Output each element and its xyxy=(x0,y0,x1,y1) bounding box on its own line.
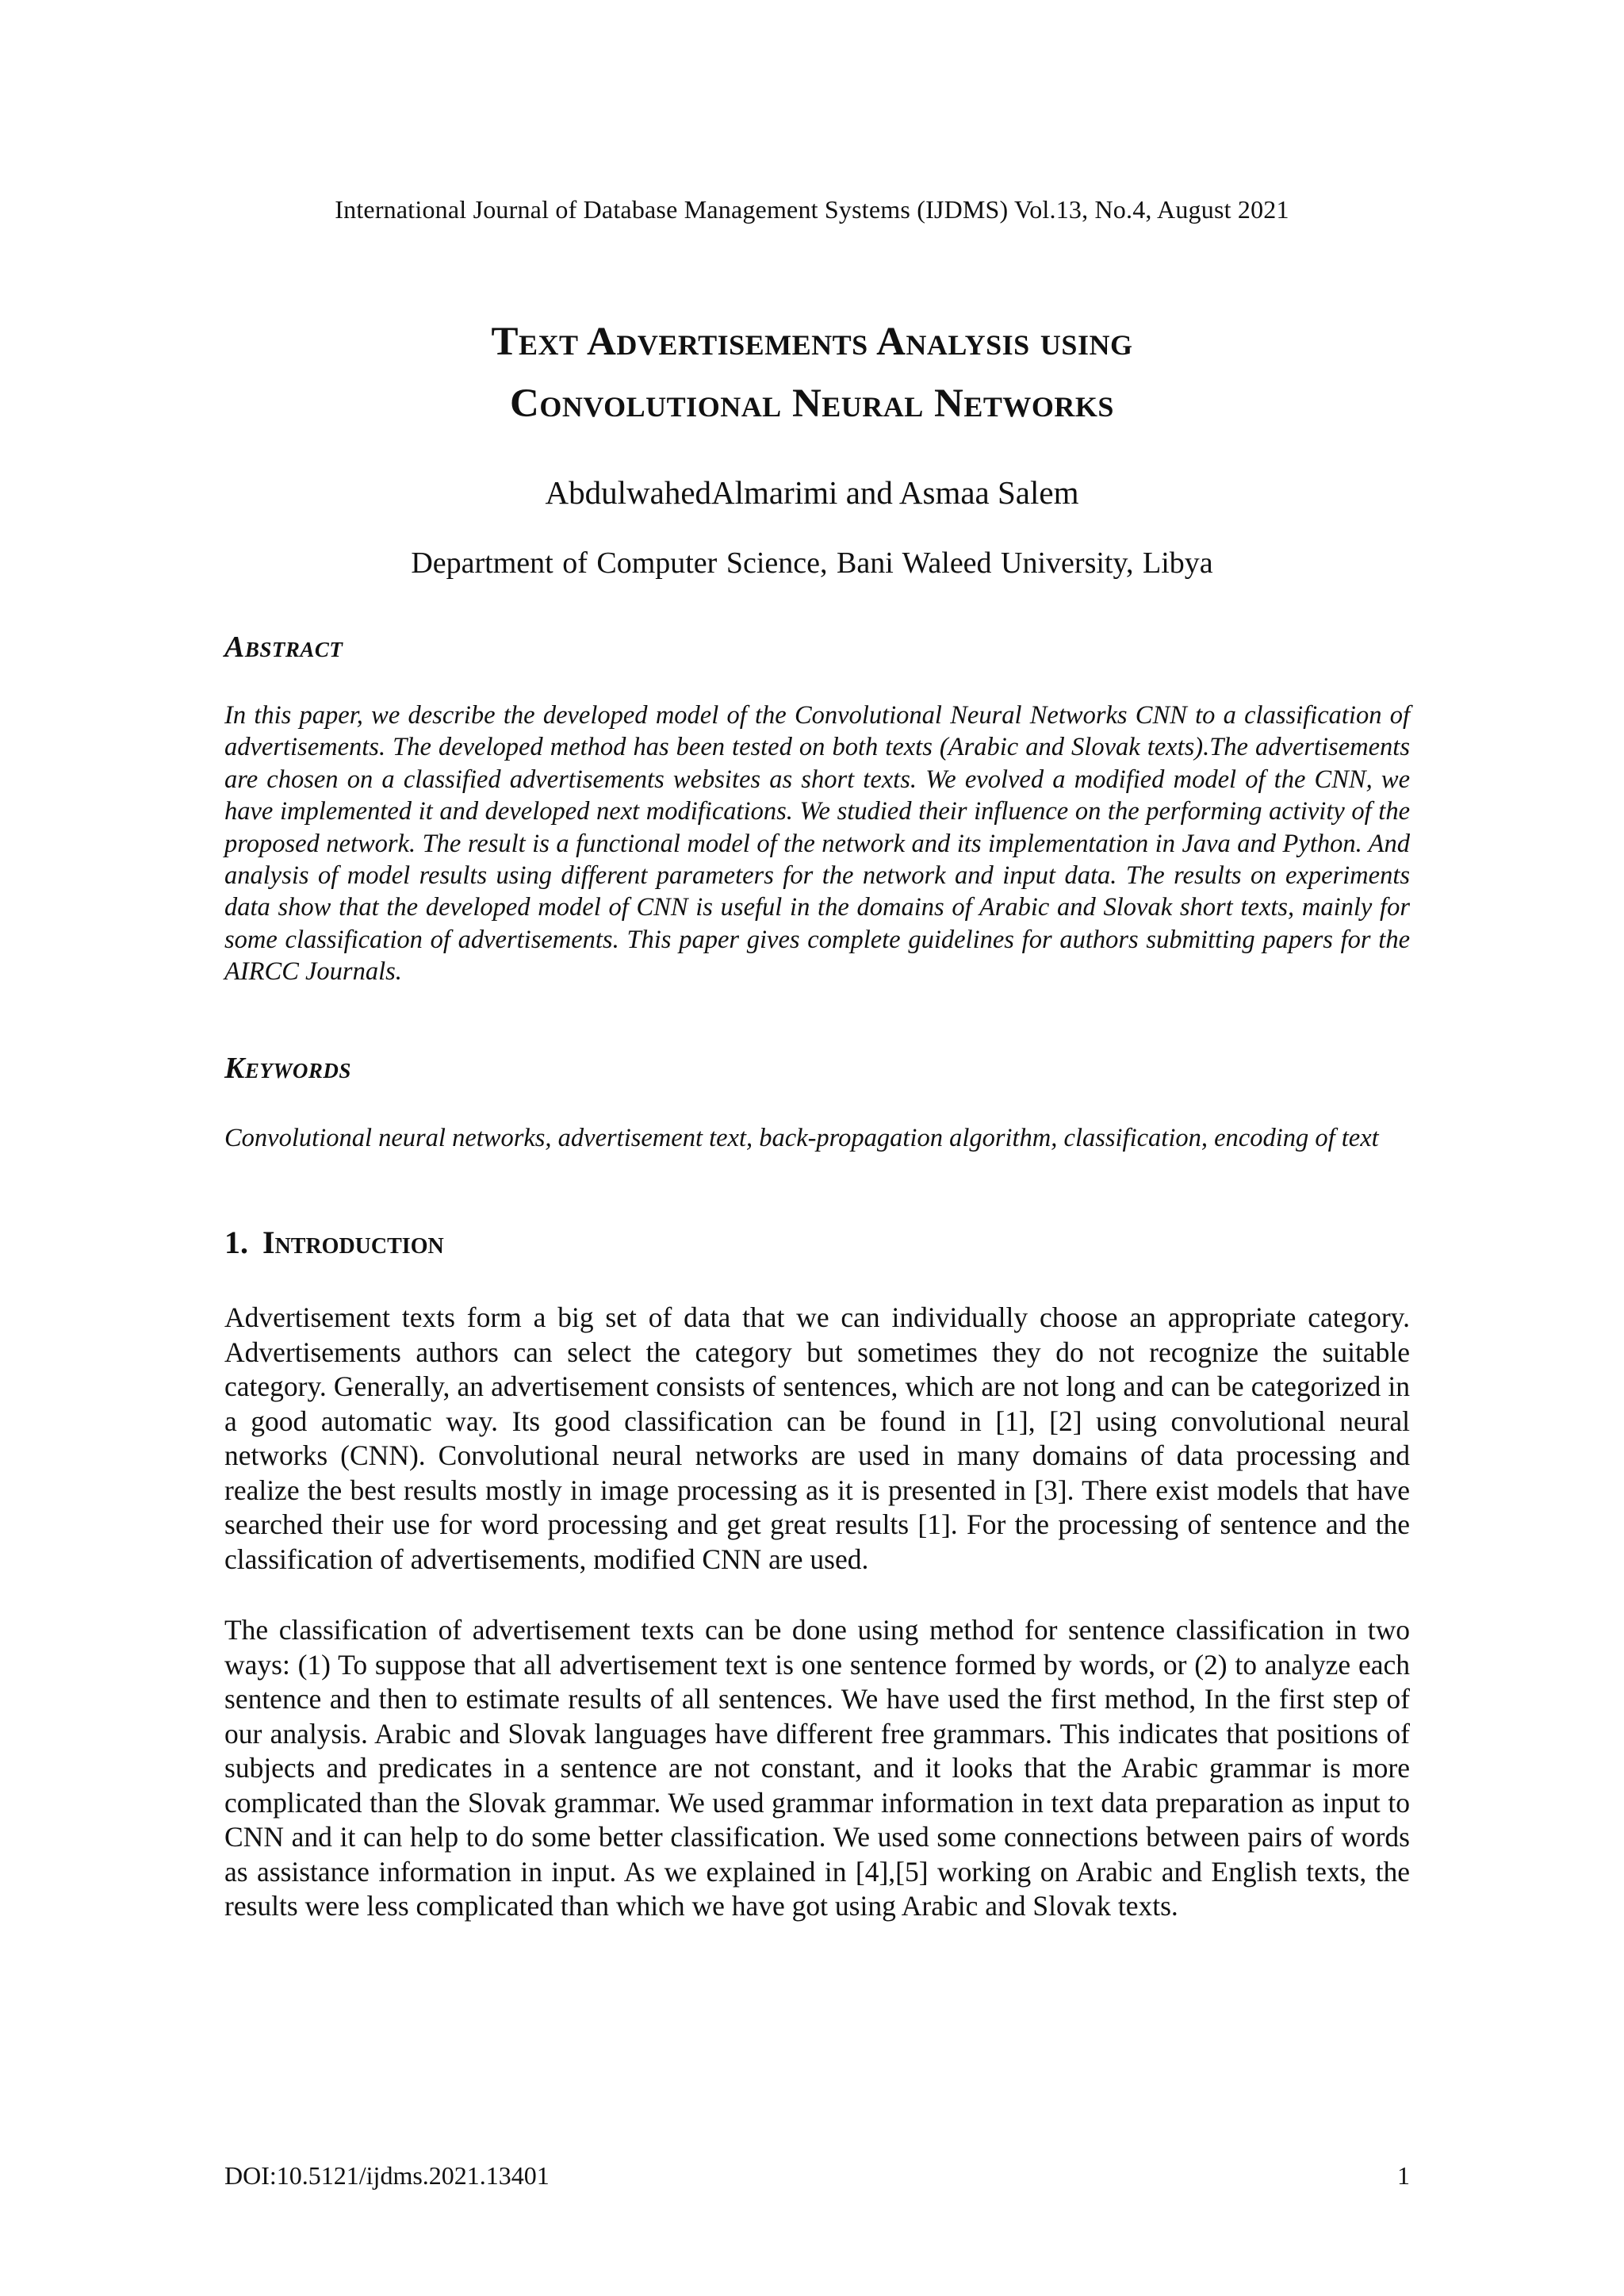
title-line-1: Text Advertisements Analysis using xyxy=(491,320,1133,364)
affiliation: Department of Computer Science, Bani Waleed University, Libya xyxy=(411,546,1213,580)
authors: AbdulwahedAlmarimi and Asmaa Salem xyxy=(545,474,1079,511)
abstract-heading: Abstract xyxy=(224,631,343,664)
introduction-paragraph-1: Advertisement texts form a big set of data that we can individually choose an appropriate category. Advertisements authors can select the category but sometimes they do not recognize the suitable category. Generally, an advertisement consists of sentences, which are not long and can be categorized in a good automatic way. Its good classification can be found in [1], [2] using convolutional neural networks (CNN). Convolutional neural networks are used in many domains of data processing and realize the best results mostly in image processing as it is presented in [3]. There exist models that have searched their use for word processing and get great results [1]. For the processing of sentence and the classification of advertisements, modified CNN are used. xyxy=(224,1301,1410,1575)
introduction-paragraph-2: The classification of advertisement texts can be done using method for sentence classification in two ways: (1) To suppose that all advertisement text is one sentence formed by words, or (2) to analyze each sentence and then to estimate results of all sentences. We have used the first method, In the first step of our analysis. Arabic and Slovak languages have different free grammars. This indicates that positions of subjects and predicates in a sentence are not constant, and it looks that the Arabic grammar is more complicated than the Slovak grammar. We used grammar information in text data preparation as input to CNN and it can help to do some better classification. We used some connections between pairs of words as assistance information in input. As we explained in [4],[5] working on Arabic and English texts, the results were less complicated than which we have got using Arabic and Slovak texts. xyxy=(224,1614,1410,1922)
section-title: Introduction xyxy=(262,1225,444,1260)
keywords-text: Convolutional neural networks, advertisement text, back-propagation algorithm, classification, encoding of text xyxy=(224,1124,1379,1152)
paper-title xyxy=(0,311,1624,435)
title-line-2: Convolutional Neural Networks xyxy=(510,381,1114,426)
abstract-text: In this paper, we describe the developed model of the Convolutional Neural Networks CNN to a classification of advertisements. The developed method has been tested on both texts (Arabic and Slovak texts).The advertisements are chosen on a classified advertisements websites as short texts. We evolved a modified model of the CNN, we have implemented it and developed next modifications. We studied their influence on the performing activity of the proposed network. The result is a functional model of the network and its implementation in Java and Python. And analysis of model results using different parameters for the network and input data. The results on experiments data show that the developed model of CNN is useful in the domains of Arabic and Slovak short texts, mainly for some classification of advertisements. This paper gives complete guidelines for authors submitting papers for the AIRCC Journals. xyxy=(224,701,1410,987)
page-number: 1 xyxy=(1397,2161,1410,2190)
running-header: International Journal of Database Management Systems (IJDMS) Vol.13, No.4, August 2021 xyxy=(335,195,1289,224)
footer-doi: DOI:10.5121/ijdms.2021.13401 xyxy=(224,2161,550,2190)
introduction-heading xyxy=(224,1224,444,1261)
section-number: 1. xyxy=(224,1225,248,1260)
keywords-heading: Keywords xyxy=(224,1052,351,1085)
